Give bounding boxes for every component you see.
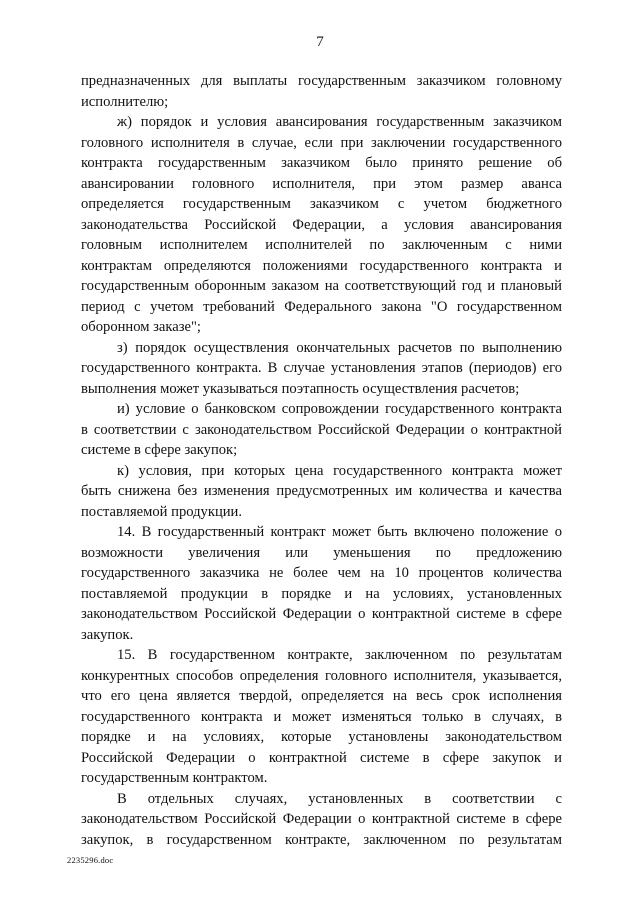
text-line: возможности увеличения или уменьшения по предложению bbox=[81, 544, 562, 561]
text-line: законодательства Российской Федерации, а условия авансирования bbox=[81, 216, 562, 233]
text-line: системе в сфере закупок; bbox=[81, 442, 238, 458]
text-line: головным исполнителем исполнителей по заключенным с ними bbox=[81, 237, 562, 253]
text-line: 15. В государственном контракте, заключенном по результатам bbox=[117, 647, 562, 663]
text-line: быть снижена без изменения предусмотренных им количества и качества bbox=[81, 483, 562, 499]
text-line: к) условия, при которых цена государственного контракта может bbox=[117, 462, 562, 479]
text-line: определяется государственным заказчиком с учетом бюджетного bbox=[81, 196, 562, 212]
page-number: 7 bbox=[316, 34, 324, 50]
text-line: закупок, в государственном контракте, заключенном по результатам bbox=[81, 831, 562, 848]
text-line: закупок. bbox=[81, 626, 134, 643]
text-line: головного исполнителя в случае, если при заключении государственного bbox=[81, 134, 562, 151]
text-line: государственным контрактом. bbox=[81, 770, 268, 786]
text-line: законодательством Российской Федерации о контрактной системе в сфере bbox=[81, 811, 562, 827]
text-line: ж) порядок и условия авансирования государственным заказчиком bbox=[117, 114, 562, 130]
text-line: законодательством Российской Федерации о контрактной системе в сфере bbox=[81, 606, 562, 622]
text-line: порядке и на условиях, которые установлены законодательством bbox=[81, 729, 562, 745]
text-line: государственным оборонным заказом на соответствующий год и плановый bbox=[81, 278, 562, 294]
text-line: и) условие о банковском сопровождении государственного контракта bbox=[117, 401, 562, 417]
body-text bbox=[81, 71, 562, 850]
text-line: Российской Федерации о контрактной системе в сфере закупок и bbox=[81, 749, 562, 766]
text-line: поставляемой продукции. bbox=[81, 503, 243, 520]
text-line: государственного заказчика не более чем на 10 процентов количества bbox=[81, 565, 562, 581]
text-line: авансировании головного исполнителя, при этом размер аванса bbox=[81, 175, 562, 192]
text-line: поставляемой продукции в порядке и на условиях, установленных bbox=[81, 585, 562, 602]
text-line: з) порядок осуществления окончательных расчетов по выполнению bbox=[117, 339, 562, 356]
text-line: конкурентных способов определения головного исполнителя, указывается, bbox=[81, 667, 562, 684]
text-line: предназначенных для выплаты государственным заказчиком головному bbox=[81, 73, 562, 89]
text-line: выполнения может указываться поэтапность осуществления расчетов; bbox=[81, 380, 520, 397]
text-line: период с учетом требований Федерального закона "О государственном bbox=[81, 298, 562, 315]
text-line: контракта государственным заказчиком было принято решение об bbox=[81, 155, 562, 171]
text-line: что его цена является твердой, определяется на весь срок исполнения bbox=[81, 688, 562, 704]
document-filename: 2235296.doc bbox=[67, 855, 114, 865]
text-line: в соответствии с законодательством Российской Федерации о контрактной bbox=[81, 421, 562, 438]
text-line: государственного контракта. В случае установления этапов (периодов) его bbox=[81, 360, 562, 376]
text-line: оборонном заказе"; bbox=[81, 319, 201, 335]
text-line: контрактам определяются положениями государственного контракта и bbox=[81, 257, 562, 274]
text-line: исполнителю; bbox=[81, 93, 169, 110]
text-line: государственного контракта и может изменяться только в случаях, в bbox=[81, 708, 562, 725]
text-line: 14. В государственный контракт может быть включено положение о bbox=[117, 524, 562, 540]
text-line: В отдельных случаях, установленных в соответствии с bbox=[117, 790, 562, 807]
